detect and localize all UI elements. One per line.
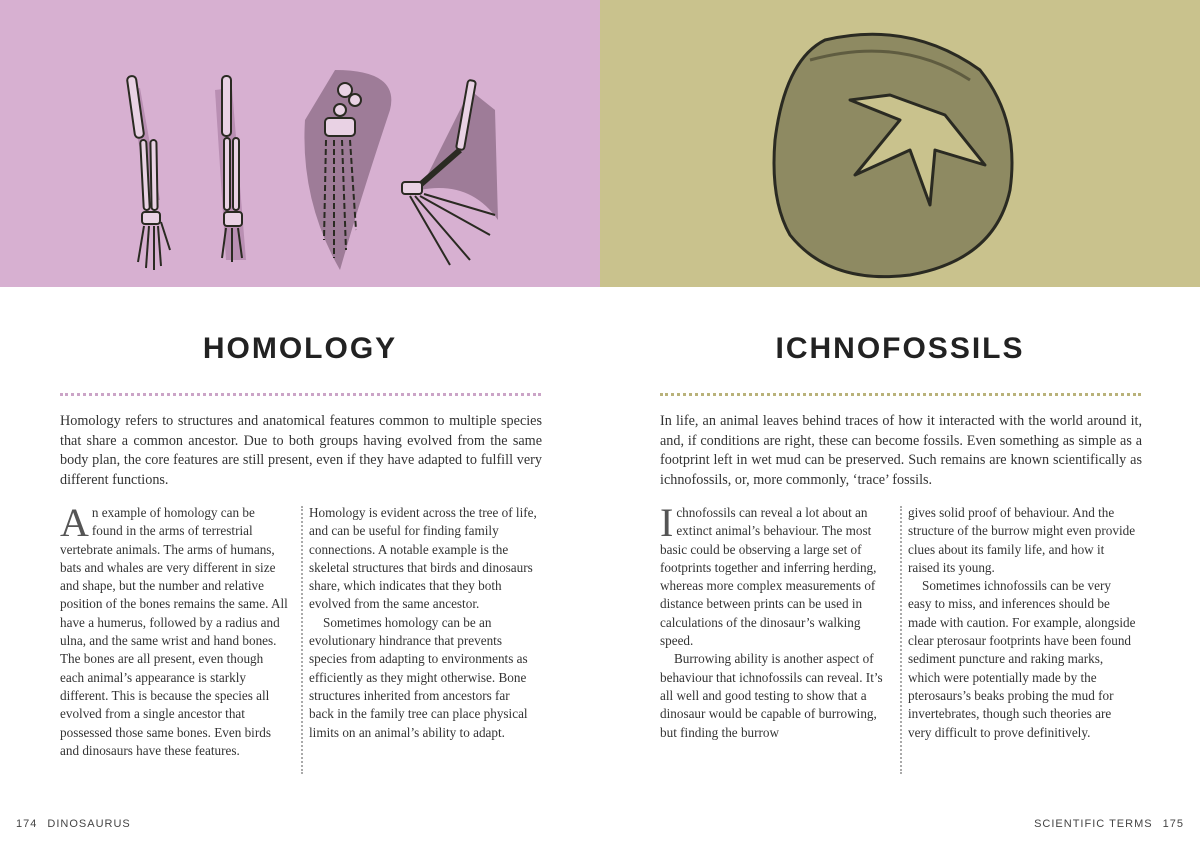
body-paragraph: An example of homology can be found in the arms of terrestrial vertebrate animals. The arms of humans, bats and whales are very different in size and shape, but the number and relative position of the bones remains the same. All have a humerus, followed by a radius and ulna, and the same wrist and hand bones. The bones are all present, even though each animal’s appearance is starkly different. This is because the species all evolved from a single ancestor that possessed those same bones. Even birds and dinosaurs have these features. <box>60 500 288 758</box>
dotted-divider <box>660 393 1141 399</box>
body-paragraph: Burrowing ability is another aspect of behaviour that ichnofossils can reveal. It’s all well and good testing to show that a dinosaur would be capable of burrowing, but finding the burrow <box>660 651 883 740</box>
fossil-footprint-icon <box>600 0 1200 287</box>
page-number: 174 <box>16 818 38 830</box>
body-paragraph: Sometimes ichnofossils can be very easy to miss, and inferences should be made with caution. For example, alongside clear pterosaur footprints have been found sediment puncture and raking marks, which were potentially made by the pterosaurs’s beaks probing the mud for invertebrates, though such theories are very difficult to prove definitively. <box>908 578 1136 740</box>
dotted-divider <box>60 393 541 399</box>
body-column-1 <box>660 500 888 742</box>
body-paragraph: Sometimes homology can be an evolutionary hindrance that prevents species from adapting to environments as efficiently as they might otherwise. Bone structures inherited from ancestors far back in the family tree can place physical limits on an animal’s ability to adapt. <box>309 614 528 740</box>
limb-skeletons-icon <box>0 0 600 287</box>
body-paragraph: Homology is evident across the tree of life, and can be useful for finding family connections. A notable example is the skeletal structures that birds and dinosaurs share, which indicates that they both evolved from the same ancestor. <box>309 505 537 612</box>
page-title: ICHNOFOSSILS <box>775 332 1025 365</box>
intro-paragraph: Homology refers to structures and anatomical features common to multiple species that share a common ancestor. Due to both groups having evolved from the same body plan, the core features are still present, even if they have adapted to fulfill very different functions. <box>60 413 542 488</box>
body-column-2 <box>908 504 1136 742</box>
wing-skeleton <box>402 80 498 265</box>
footer-folio <box>1034 818 1184 830</box>
drop-cap: A <box>60 500 89 545</box>
intro-paragraph: In life, an animal leaves behind traces of how it interacted with the world around it, and, if conditions are right, these can become fossils. Even something as simple as a footprint left in wet mud can be preserved. Such remains are known scientifically as ichnofossils, or, more commonly, ‘trace’ fossils. <box>660 413 1142 488</box>
drop-cap: I <box>660 500 674 545</box>
human-arm-skeleton <box>127 76 170 270</box>
homology-illustration <box>0 0 600 287</box>
page-title: HOMOLOGY <box>202 332 398 365</box>
body-paragraph: Ichnofossils can reveal a lot about an extinct animal’s behaviour. The most basic could be observing a large set of footprints together and inferring herding, whereas more complex measurements of distance between prints can be used in calculations of the dinosaur’s walking speed. <box>660 500 877 649</box>
page-number: 175 <box>1162 818 1184 830</box>
body-paragraph: gives solid proof of behaviour. And the structure of the burrow might even provide clues about its family life, and how it raised its young. <box>908 505 1136 575</box>
body-column-1 <box>60 500 288 760</box>
footer-folio <box>16 818 131 830</box>
column-divider <box>301 506 303 774</box>
body-column-2 <box>309 504 537 742</box>
column-divider <box>900 506 902 774</box>
ichnofossil-illustration <box>600 0 1200 287</box>
whale-flipper-skeleton <box>304 70 391 270</box>
mammal-arm-skeleton <box>215 76 246 262</box>
running-head: DINOSAURUS <box>47 818 131 830</box>
running-head: SCIENTIFIC TERMS <box>1034 818 1153 830</box>
right-page <box>600 0 1200 860</box>
